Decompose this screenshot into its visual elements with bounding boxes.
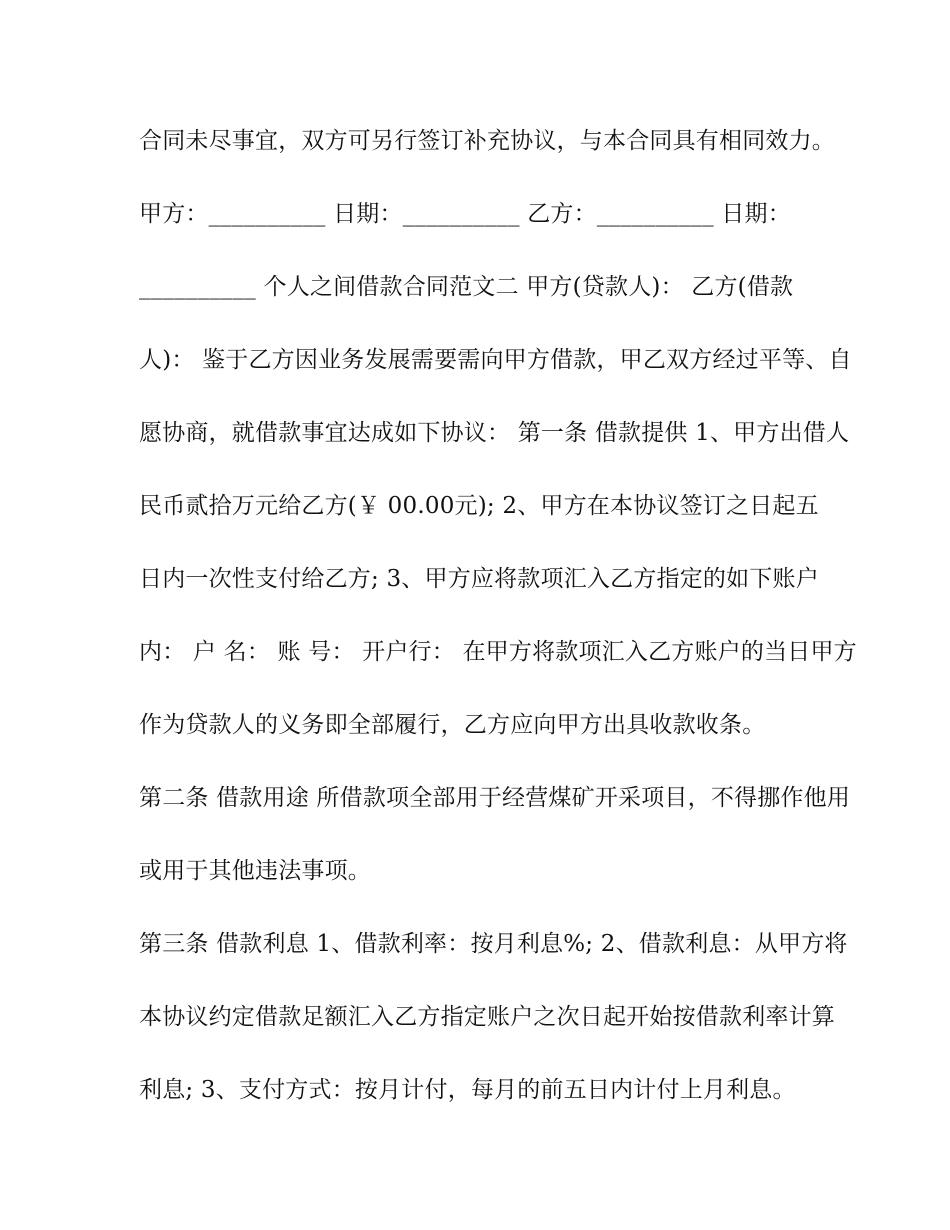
text-line: 本协议约定借款足额汇入乙方指定账户之次日起开始按借款利率计算 bbox=[139, 1004, 835, 1030]
text-line: 作为贷款人的义务即全部履行，乙方应向甲方出具收款收条。 bbox=[139, 712, 766, 738]
text-line: 民币贰拾万元给乙方(￥ 00.00元); 2、甲方在本协议签订之日起五 bbox=[139, 493, 819, 519]
text-line: 第三条 借款利息 1、借款利率：按月利息%; 2、借款利息：从甲方将 bbox=[139, 931, 848, 957]
text-line: 日内一次性支付给乙方; 3、甲方应将款项汇入乙方指定的如下账户 bbox=[139, 566, 819, 592]
signature-line: 甲方：__________ 日期：__________ 乙方：__________ 日期： bbox=[139, 201, 791, 227]
text-line: 内： 户 名： 账 号： 开户行： 在甲方将款项汇入乙方账户的当日甲方 bbox=[139, 639, 857, 665]
text-line: __________ 个人之间借款合同范文二 甲方(贷款人)： 乙方(借款 bbox=[139, 274, 794, 300]
text-line: 第二条 借款用途 所借款项全部用于经营煤矿开采项目，不得挪作他用 bbox=[139, 785, 851, 811]
text-line: 利息; 3、支付方式：按月计付，每月的前五日内计付上月利息。 bbox=[139, 1077, 796, 1103]
text-line: 或用于其他违法事项。 bbox=[139, 858, 371, 884]
text-line: 合同未尽事宜，双方可另行签订补充协议，与本合同具有相同效力。 bbox=[139, 128, 835, 154]
text-line: 人)： 鉴于乙方因业务发展需要需向甲方借款，甲乙双方经过平等、自 bbox=[139, 347, 852, 373]
text-line: 愿协商，就借款事宜达成如下协议： 第一条 借款提供 1、甲方出借人 bbox=[139, 420, 850, 446]
